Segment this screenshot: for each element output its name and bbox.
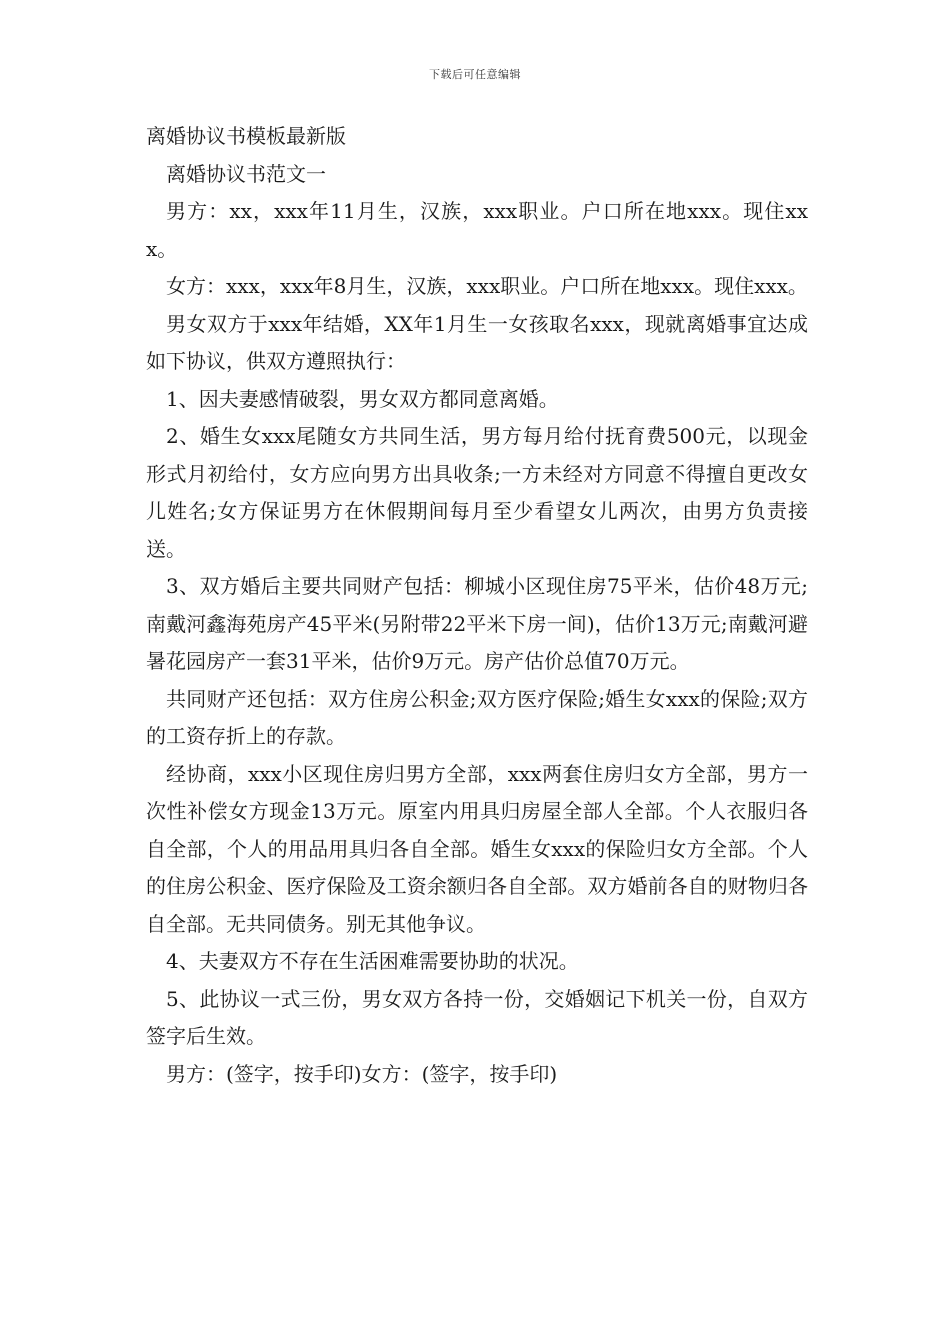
- paragraph-marriage-info: 男女双方于xxx年结婚，XX年1月生一女孩取名xxx，现就离婚事宜达成如下协议，供双方遵照执行：: [146, 311, 808, 373]
- clause-2: 2、婚生女xxx尾随女方共同生活，男方每月给付抚育费500元，以现金形式月初给付，女方应向男方出具收条;一方未经对方同意不得擅自更改女儿姓名;女方保证男方在休假期间每月至少看望女儿两次，由男方负责接送。: [146, 424, 808, 561]
- clause-4: 4、夫妻双方不存在生活困难需要协助的状况。: [166, 949, 579, 973]
- clause-1: 1、因夫妻感情破裂，男女双方都同意离婚。: [166, 386, 559, 411]
- clause-3: 3、双方婚后主要共同财产包括：柳城小区现住房75平米，估价48万元;南戴河鑫海苑房产45平米(另附带22平米下房一间)，估价13万元;南戴河避暑花园房产一套31平米，估价9万元。房产估价总值70万元。: [146, 574, 808, 673]
- signature-line: 男方：(签字，按手印)女方：(签字，按手印): [166, 1061, 558, 1086]
- paragraph-common-property: 共同财产还包括：双方住房公积金;双方医疗保险;婚生女xxx的保险;双方的工资存折上的存款。: [146, 686, 808, 748]
- header-note: 下载后可任意编辑: [429, 68, 521, 81]
- paragraph-negotiation: 经协商，xxx小区现住房归男方全部，xxx两套住房归女方全部，男方一次性补偿女方现金13万元。原室内用具归房屋全部人全部。个人衣服归各自全部，个人的用品用具归各自全部。婚生女xxx的保险归女方全部。个人的住房公积金、医疗保险及工资余额归各自全部。双方婚前各自的财物归各自全部。无共同债务。别无其他争议。: [146, 761, 808, 936]
- paragraph-male-party: 男方：xx，xxx年11月生，汉族，xxx职业。户口所在地xxx。现住xxx。: [146, 199, 808, 261]
- clause-5: 5、此协议一式三份，男女双方各持一份，交婚姻记下机关一份，自双方签字后生效。: [146, 986, 808, 1048]
- section-heading: 离婚协议书范文一: [166, 161, 326, 186]
- document-body: [146, 118, 808, 1093]
- paragraph-female-party: 女方：xxx，xxx年8月生，汉族，xxx职业。户口所在地xxx。现住xxx。: [166, 274, 808, 298]
- document-title: 离婚协议书模板最新版: [146, 124, 346, 148]
